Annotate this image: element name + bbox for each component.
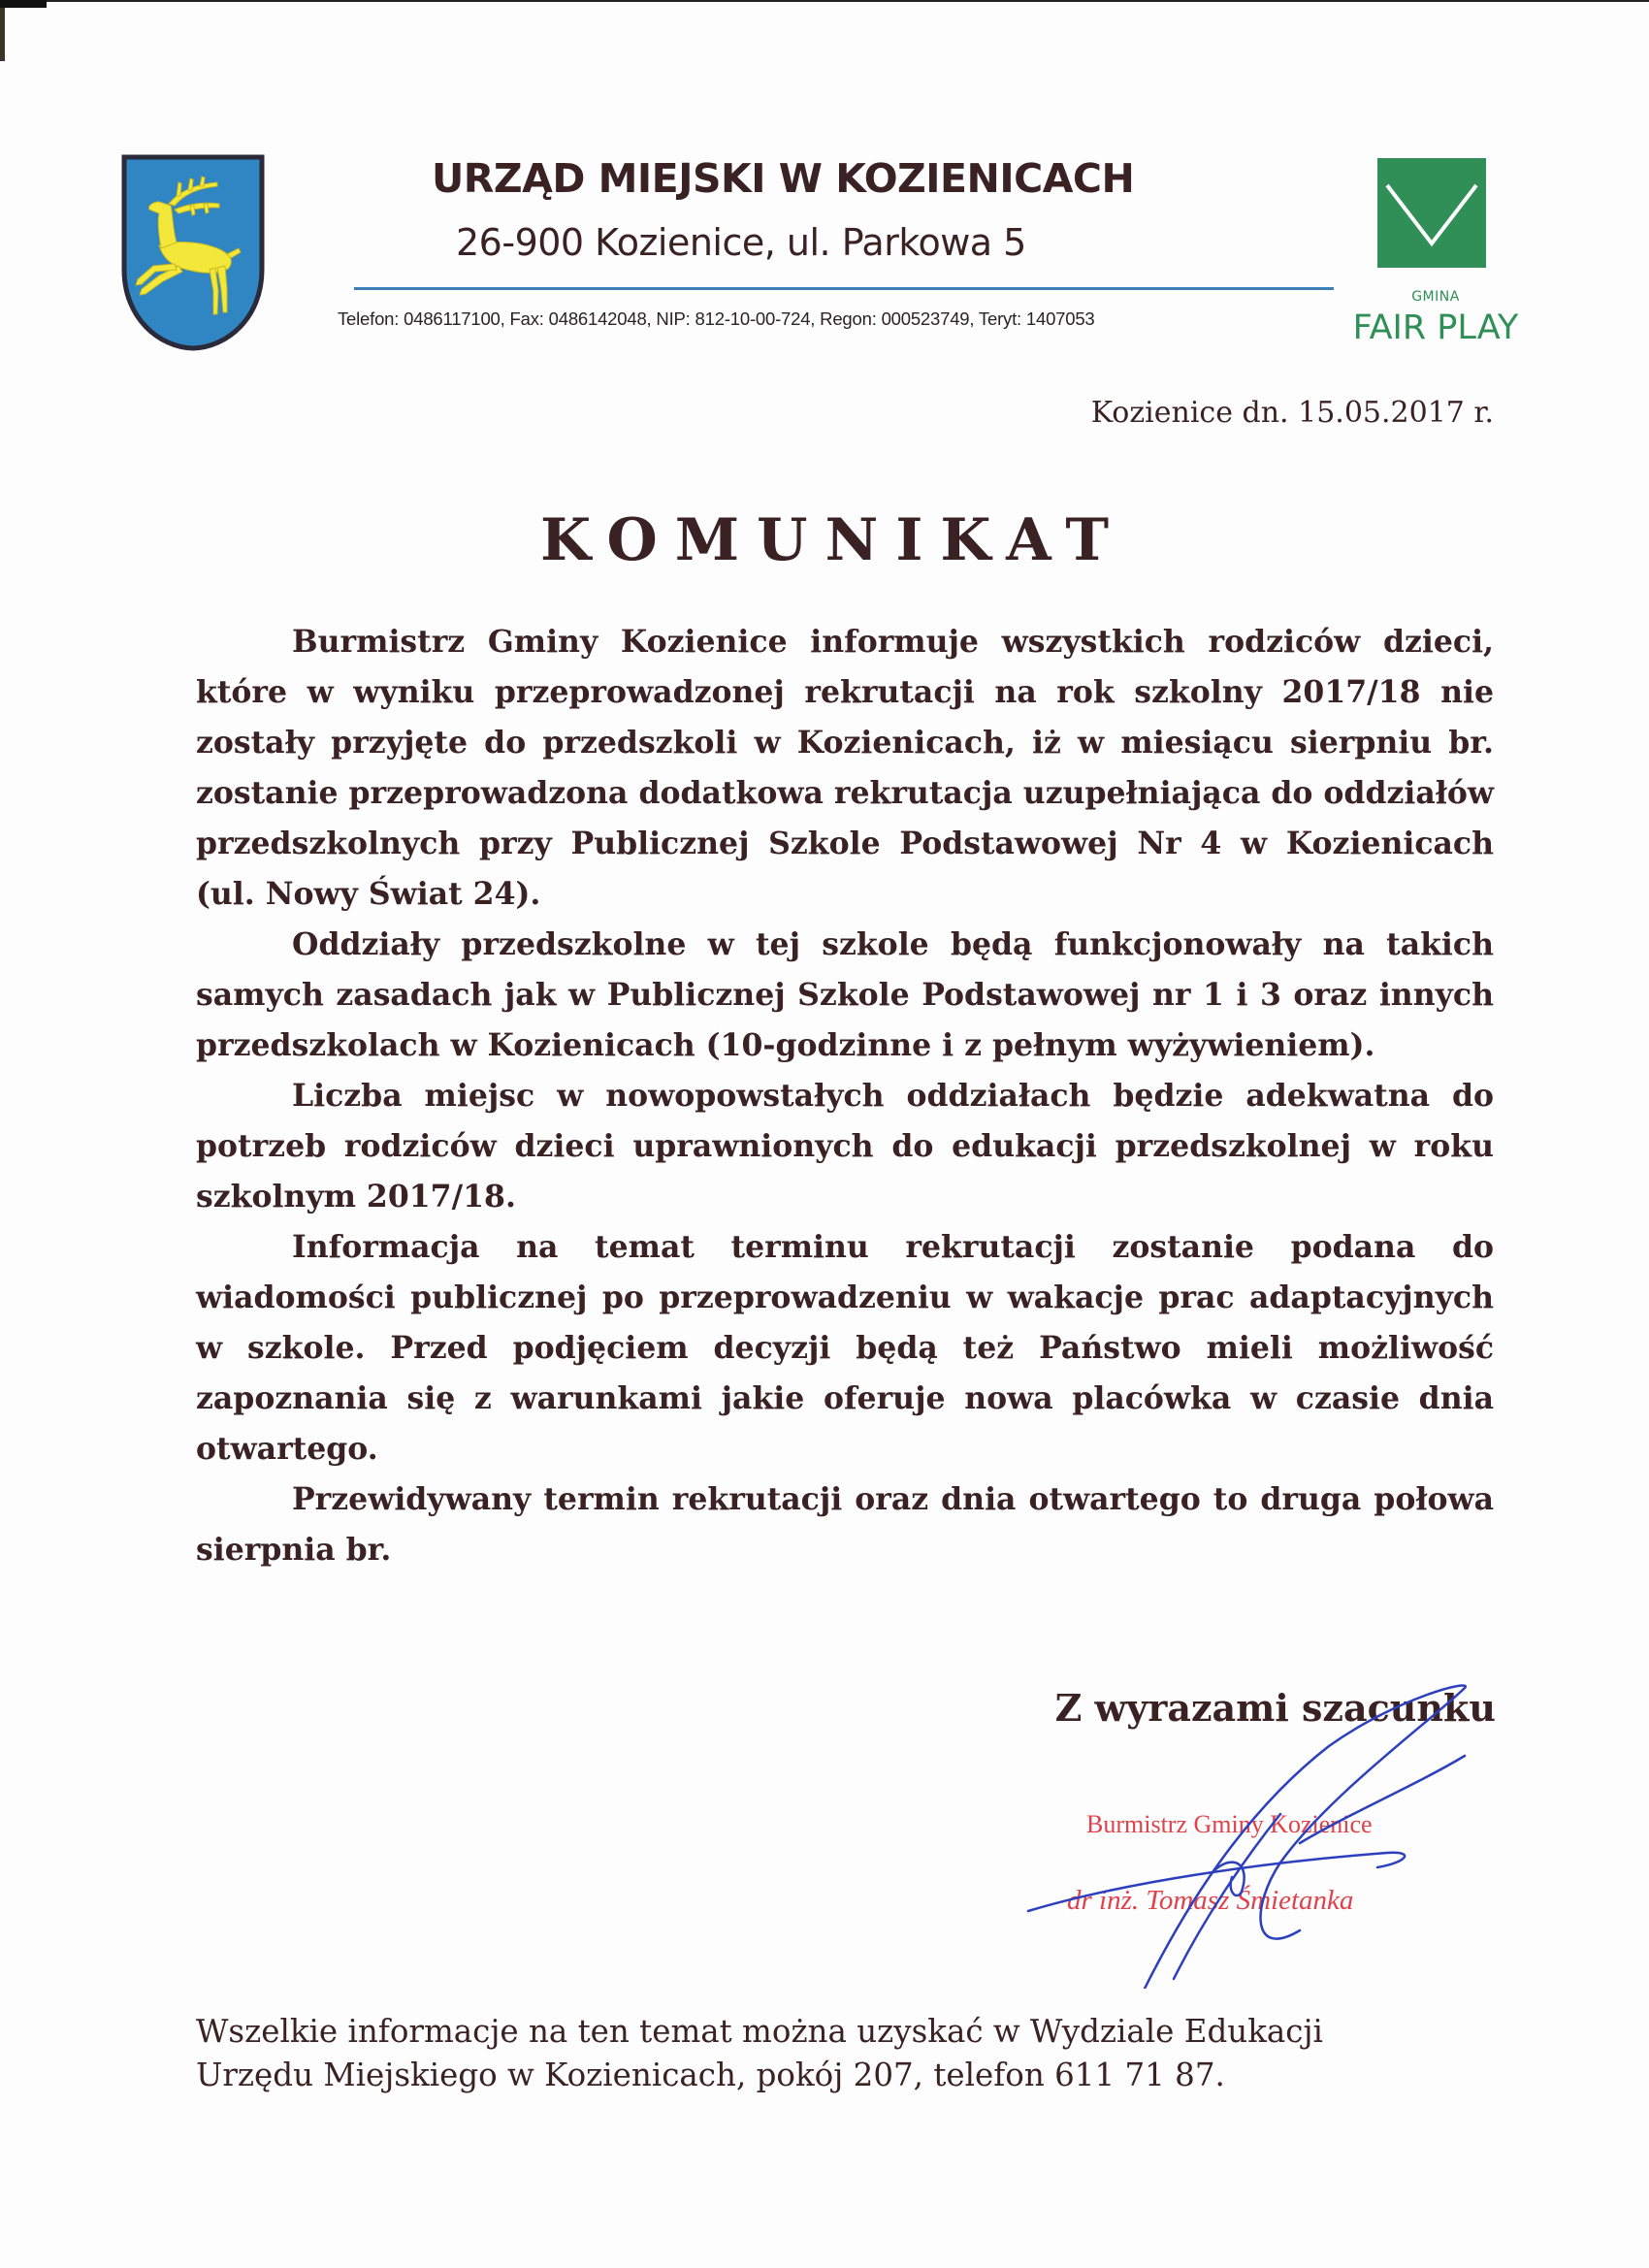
document-title: KOMUNIKAT	[539, 506, 1127, 574]
contact-details: Telefon: 0486117100, Fax: 0486142048, NIP: 812-10-00-724, Regon: 000523749, Teryt: 1407053	[338, 308, 1095, 329]
body-paragraph: Liczba miejsc w nowopowstałych oddziałach będzie adekwatna do potrzeb rodziców dzieci uprawnionych do edukacji przedszkolnej w roku szkolnym 2017/18.	[196, 1078, 1494, 1215]
coat-of-arms-deer-icon	[120, 153, 266, 352]
organization-address: 26-900 Kozienice, ul. Parkowa 5	[456, 221, 1026, 264]
scan-edge-left	[0, 8, 5, 61]
checkmark-v-icon	[1377, 158, 1486, 268]
stamp-name: dr inż. Tomasz Śmietanka	[1067, 1885, 1354, 1916]
footer-info	[196, 2010, 1535, 2097]
body-paragraph: Informacja na temat terminu rekrutacji zostanie podana do wiadomości publicznej po przeprowadzeniu w wakacje prac adaptacyjnych w szkole. Przed podjęciem decyzji będą też Państwo mieli możliwość zapoznania się z warunkami jakie oferuje nowa placówka w czasie dnia otwartego.	[196, 1229, 1494, 1467]
stamp-role: Burmistrz Gminy Kozienice	[1086, 1810, 1373, 1838]
document-body	[196, 617, 1494, 1575]
handwritten-signature-icon	[1009, 1669, 1552, 1989]
body-paragraph: Burmistrz Gminy Kozienice informuje wszystkich rodziców dzieci, które w wyniku przeprowadzonej rekrutacji na rok szkolny 2017/18 nie zostały przyjęte do przedszkoli w Kozienicach, iż w miesiącu sierpniu br. zostanie przeprowadzona dodatkowa rekrutacja uzupełniająca do oddziałów przedszkolnych przy Publicznej Szkole Podstawowej Nr 4 w Kozienicach (ul. Nowy Świat 24).	[196, 624, 1494, 912]
header-divider	[354, 287, 1334, 290]
scan-edge-line	[47, 0, 1649, 2]
footer-line: Urzędu Miejskiego w Kozienicach, pokój 207, telefon 611 71 87.	[196, 2057, 1225, 2093]
body-paragraph: Przewidywany termin rekrutacji oraz dnia otwartego to druga połowa sierpnia br.	[196, 1481, 1494, 1568]
scan-edge-top	[0, 0, 47, 8]
closing-salutation: Z wyrazami szacunku	[1054, 1686, 1496, 1730]
fair-play-subtitle: GMINA	[1411, 289, 1460, 305]
document-date: Kozienice dn. 15.05.2017 r.	[1090, 396, 1494, 430]
footer-line: Wszelkie informacje na ten temat można uzyskać w Wydziale Edukacji	[196, 2013, 1323, 2050]
organization-name: URZĄD MIEJSKI W KOZIENICACH	[432, 155, 1135, 202]
body-paragraph: Oddziały przedszkolne w tej szkole będą funkcjonowały na takich samych zasadach jak w Publicznej Szkole Podstawowej nr 1 i 3 oraz innych przedszkolach w Kozienicach (10-godzinne i z pełnym wyżywieniem).	[196, 926, 1494, 1063]
fair-play-title: FAIR PLAY	[1352, 308, 1519, 347]
